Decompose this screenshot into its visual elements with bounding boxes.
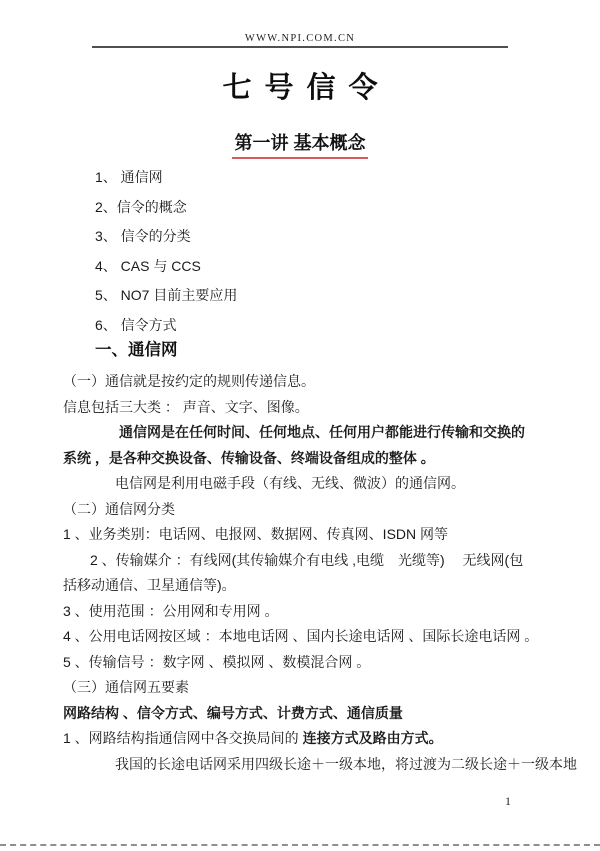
list-item-transmission-media: 2 、传输媒介 ：有线网(其传输媒介有电线 ,电缆 光缆等) 无线网(包括移动通信、卫星通信等)。 [63,551,524,593]
page-header [92,33,508,48]
list-item-region: 4 、公用电话网按区域 ：本地电话网 、国内长途电话网 、国际长途电话网 。 [63,628,539,644]
paragraph-network-structure [63,726,537,752]
network-structure-lead: 1 、网路结构指通信网中各交换局间的 [63,730,303,746]
outline-list [95,163,237,341]
subsection-heading-classification: （二）通信网分类 [63,500,175,517]
outline-item-5: 5、 NO7 目前主要应用 [95,287,238,304]
outline-item-6: 6、 信令方式 [95,316,177,333]
subtitle-red-underline: 第一讲 基本概念 [232,131,367,159]
network-structure-bold: 连接方式及路由方式。 [302,730,443,746]
paragraph-info-types: 信息包括三大类 ： 声音、文字、图像。 [63,398,309,415]
page-subtitle [0,131,600,159]
paragraph-china-network: 我国的长途电话网采用四级长途＋一级本地，将过渡为二级长途＋一级本地 [115,755,577,772]
footer-dashed-rule [0,844,600,846]
paragraph-definition: （一）通信就是按约定的规则传递信息。 [63,373,315,389]
list-item-signal-type: 5 、传输信号 ：数字网 、模拟网 、数模混合网 。 [63,653,371,670]
outline-item-4: 4、 CAS 与 CCS [95,257,201,274]
page-title: 七号信令 [222,72,391,104]
list-item-service-type: 1 、业务类别：电话网、电报网、数据网、传真网、ISDN 网等 [63,526,449,542]
paragraph-network-definition-bold: 通信网是在任何时间、任何地点、任何用户都能进行传输和交换的系统 ，是各种交换设备、传输设备、终端设备组成的整体 。 [63,424,525,466]
paragraph-telecom-network: 电信网是利用电磁手段（有线、无线、微波）的通信网。 [115,475,465,491]
page-number: 1 [505,794,511,808]
header-website-text: WWW.NPI.COM.CN [244,33,356,44]
section-body [63,337,577,777]
outline-item-3: 3、 信令的分类 [95,228,191,245]
outline-item-1: 1、 通信网 [95,169,163,185]
subsection-heading-five-elements: （三）通信网五要素 [63,679,189,695]
section-heading: 一、通信网 [95,341,178,359]
outline-item-2: 2、信令的概念 [95,198,187,215]
list-item-usage-scope: 3 、使用范围 ：公用网和专用网 。 [63,602,279,619]
paragraph-five-elements-bold: 网路结构 、信令方式、编号方式、计费方式、通信质量 [63,704,403,721]
